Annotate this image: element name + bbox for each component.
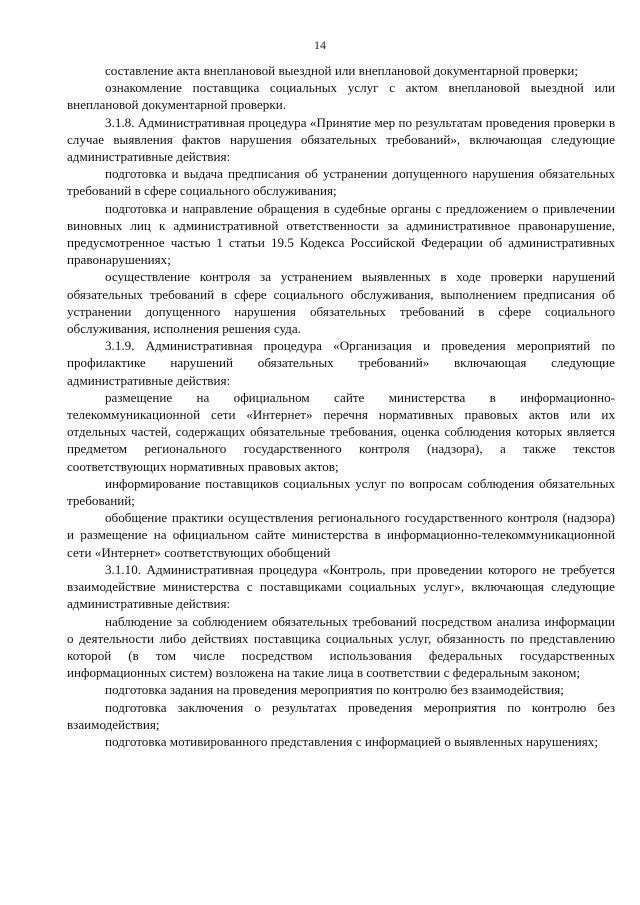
paragraph-9: информирование поставщиков социальных услуг по вопросам соблюдения обязательных требований; xyxy=(67,475,615,509)
paragraph-6: осуществление контроля за устранением выявленных в ходе проверки нарушений обязательных требований в сфере социального обслуживания, выполнением предписания об устранении допущенного нарушения обязательных требований в сфере социального обслуживания, исполнения решения суда. xyxy=(67,269,615,337)
paragraph-3-1-9-heading: 3.1.9. Административная процедура «Организация и проведения мероприятий по профилактике нарушений обязательных требований» включающая следующие административные действия: xyxy=(67,338,615,388)
paragraph-14: подготовка заключения о результатах проведения мероприятия по контролю без взаимодействия; xyxy=(67,699,615,732)
paragraph-8: размещение на официальном сайте министерства в информационно-телекоммуникационной сети «Интернет» перечня нормативных правовых актов или их отдельных частей, содержащих обязательные требования, оценка соблюдения которых является предметом регионального государственного контроля (надзора), а также текстов соответствующих нормативных правовых актов; xyxy=(67,389,615,474)
document-body xyxy=(67,62,615,750)
paragraph-12: наблюдение за соблюдением обязательных требований посредством анализа информации о деятельности либо действиях поставщика социальных услуг, обязанность по представлению которой (в том числе посредством использования федеральных государственных информационных систем) возложена на такие лица в соответствии с федеральным законом; xyxy=(67,613,615,681)
page-number: 14 xyxy=(314,38,326,52)
paragraph-15: подготовка мотивированного представления с информацией о выявленных нарушениях; xyxy=(105,733,598,749)
paragraph-10: обобщение практики осуществления регионального государственного контроля (надзора) и размещение на официальном сайте министерства в информационно-телекоммуникационной сети «Интернет» соответствующих обобщений xyxy=(67,510,615,560)
paragraph-3-1-10-heading: 3.1.10. Административная процедура «Контроль, при проведении которого не требуется взаимодействие министерства с поставщиками социальных услуг», включающая следующие административные действия: xyxy=(67,561,615,612)
paragraph-2: ознакомление поставщика социальных услуг с актом внеплановой выездной или внеплановой документарной проверки. xyxy=(67,80,615,113)
paragraph-5: подготовка и направление обращения в судебные органы с предложением о привлечении виновных лиц к административной ответственности за административное правонарушение, предусмотренное частью 1 статьи 19.5 Кодекса Российской Федерации об административных правонарушениях; xyxy=(67,200,615,268)
paragraph-13: подготовка задания на проведения мероприятия по контролю без взаимодействия; xyxy=(105,682,564,698)
paragraph-1: составление акта внеплановой выездной или внеплановой документарной проверки; xyxy=(105,63,578,78)
paragraph-4: подготовка и выдача предписания об устранении допущенного нарушения обязательных требований в сфере социального обслуживания; xyxy=(67,166,615,199)
paragraph-3-1-8-heading: 3.1.8. Административная процедура «Принятие мер по результатам проведения проверки в случае выявления фактов нарушения обязательных требований», включающая следующие административные действия: xyxy=(67,114,615,165)
